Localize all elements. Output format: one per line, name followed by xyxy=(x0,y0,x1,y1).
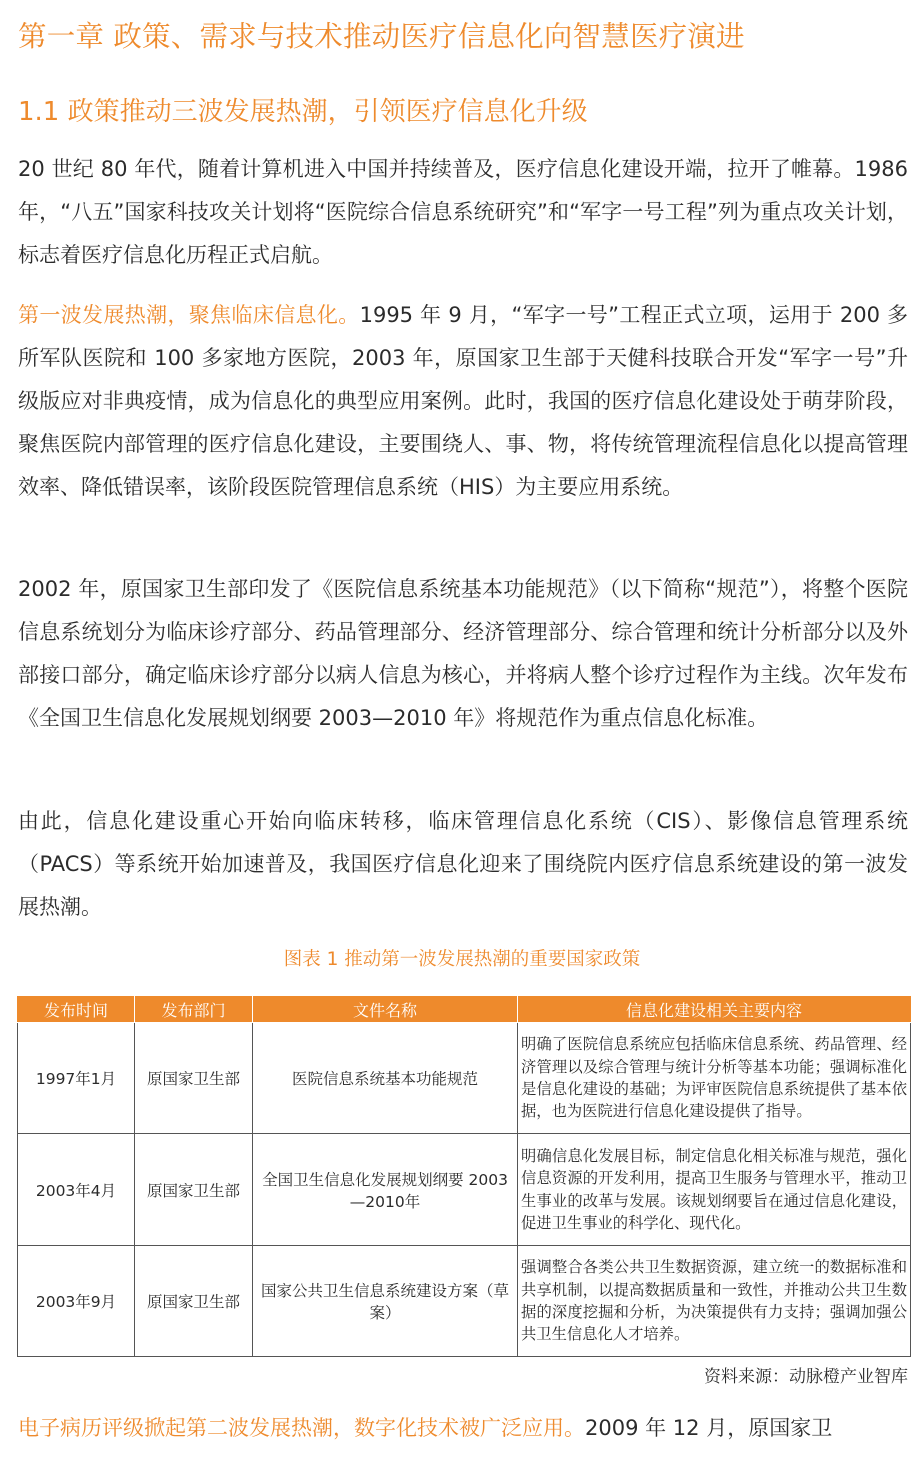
policy-table xyxy=(17,996,911,1357)
paragraph-second-wave xyxy=(18,1407,908,1450)
paragraph-second-wave-body: 2009 年 12 月，原国家卫 xyxy=(585,1416,833,1440)
cell-time: 2003年4月 xyxy=(18,1134,135,1246)
cell-dept: 原国家卫生部 xyxy=(135,1246,253,1357)
section-title: 1.1 政策推动三波发展热潮，引领医疗信息化升级 xyxy=(18,97,588,127)
table-header-row xyxy=(18,997,911,1023)
cell-doc: 医院信息系统基本功能规范 xyxy=(253,1023,518,1134)
header-dept: 发布部门 xyxy=(135,997,253,1023)
cell-content: 明确信息化发展目标，制定信息化相关标准与规范，强化信息资源的开发利用，提高卫生服务与管理水平，推动卫生事业的改革与发展。该规划纲要旨在通过信息化建设，促进卫生事业的科学化、现代化。 xyxy=(518,1134,911,1246)
cell-dept: 原国家卫生部 xyxy=(135,1023,253,1134)
source-note: 资料来源：动脉橙产业智库 xyxy=(704,1367,908,1387)
header-time: 发布时间 xyxy=(18,997,135,1023)
chapter-title: 第一章 政策、需求与技术推动医疗信息化向智慧医疗演进 xyxy=(18,20,745,53)
table-row xyxy=(18,1134,911,1246)
paragraph-intro: 20 世纪 80 年代，随着计算机进入中国并持续普及，医疗信息化建设开端，拉开了帷幕。1986 年，“八五”国家科技攻关计划将“医院综合信息系统研究”和“军字一号工程”列为重点攻关计划，标志着医疗信息化历程正式启航。 xyxy=(18,157,908,267)
cell-time: 2003年9月 xyxy=(18,1246,135,1357)
table-caption: 图表 1 推动第一波发展热潮的重要国家政策 xyxy=(283,949,641,970)
cell-content: 强调整合各类公共卫生数据资源，建立统一的数据标准和共享机制，以提高数据质量和一致性，并推动公共卫生数据的深度挖掘和分析，为决策提供有力支持；强调加强公共卫生信息化人才培养。 xyxy=(518,1246,911,1357)
header-doc: 文件名称 xyxy=(253,997,518,1023)
paragraph-2002-spec: 2002 年，原国家卫生部印发了《医院信息系统基本功能规范》（以下简称“规范”），将整个医院信息系统划分为临床诊疗部分、药品管理部分、经济管理部分、综合管理和统计分析部分以及外部接口部分，确定临床诊疗部分以病人信息为核心，并将病人整个诊疗过程作为主线。次年发布《全国卫生信息化发展规划纲要 2003—2010 年》将规范作为重点信息化标准。 xyxy=(18,577,908,730)
cell-dept: 原国家卫生部 xyxy=(135,1134,253,1246)
paragraph-first-wave xyxy=(18,294,908,509)
cell-time: 1997年1月 xyxy=(18,1023,135,1134)
cell-doc: 国家公共卫生信息系统建设方案（草案） xyxy=(253,1246,518,1357)
header-content: 信息化建设相关主要内容 xyxy=(518,997,911,1023)
cell-content: 明确了医院信息系统应包括临床信息系统、药品管理、经济管理以及综合管理与统计分析等基本功能；强调标准化是信息化建设的基础；为评审医院信息系统提供了基本依据，也为医院进行信息化建设提供了指导。 xyxy=(518,1023,911,1134)
paragraph-first-wave-body: 1995 年 9 月，“军字一号”工程正式立项，运用于 200 多所军队医院和 100 多家地方医院，2003 年，原国家卫生部于天健科技联合开发“军字一号”升级版应对非典疫情，成为信息化的典型应用案例。此时，我国的医疗信息化建设处于萌芽阶段，聚焦医院内部管理的医疗信息化建设，主要围绕人、事、物，将传统管理流程信息化以提高管理效率、降低错误率，该阶段医院管理信息系统（HIS）为主要应用系统。 xyxy=(18,303,908,499)
paragraph-second-wave-lead: 电子病历评级掀起第二波发展热潮，数字化技术被广泛应用。 xyxy=(18,1416,585,1440)
cell-doc: 全国卫生信息化发展规划纲要 2003—2010年 xyxy=(253,1134,518,1246)
table-row xyxy=(18,1023,911,1134)
paragraph-first-wave-lead: 第一波发展热潮，聚焦临床信息化。 xyxy=(18,303,360,327)
paragraph-clinical-shift: 由此，信息化建设重心开始向临床转移，临床管理信息化系统（CIS）、影像信息管理系统（PACS）等系统开始加速普及，我国医疗信息化迎来了围绕院内医疗信息系统建设的第一波发展热潮。 xyxy=(18,809,908,919)
table-row xyxy=(18,1246,911,1357)
